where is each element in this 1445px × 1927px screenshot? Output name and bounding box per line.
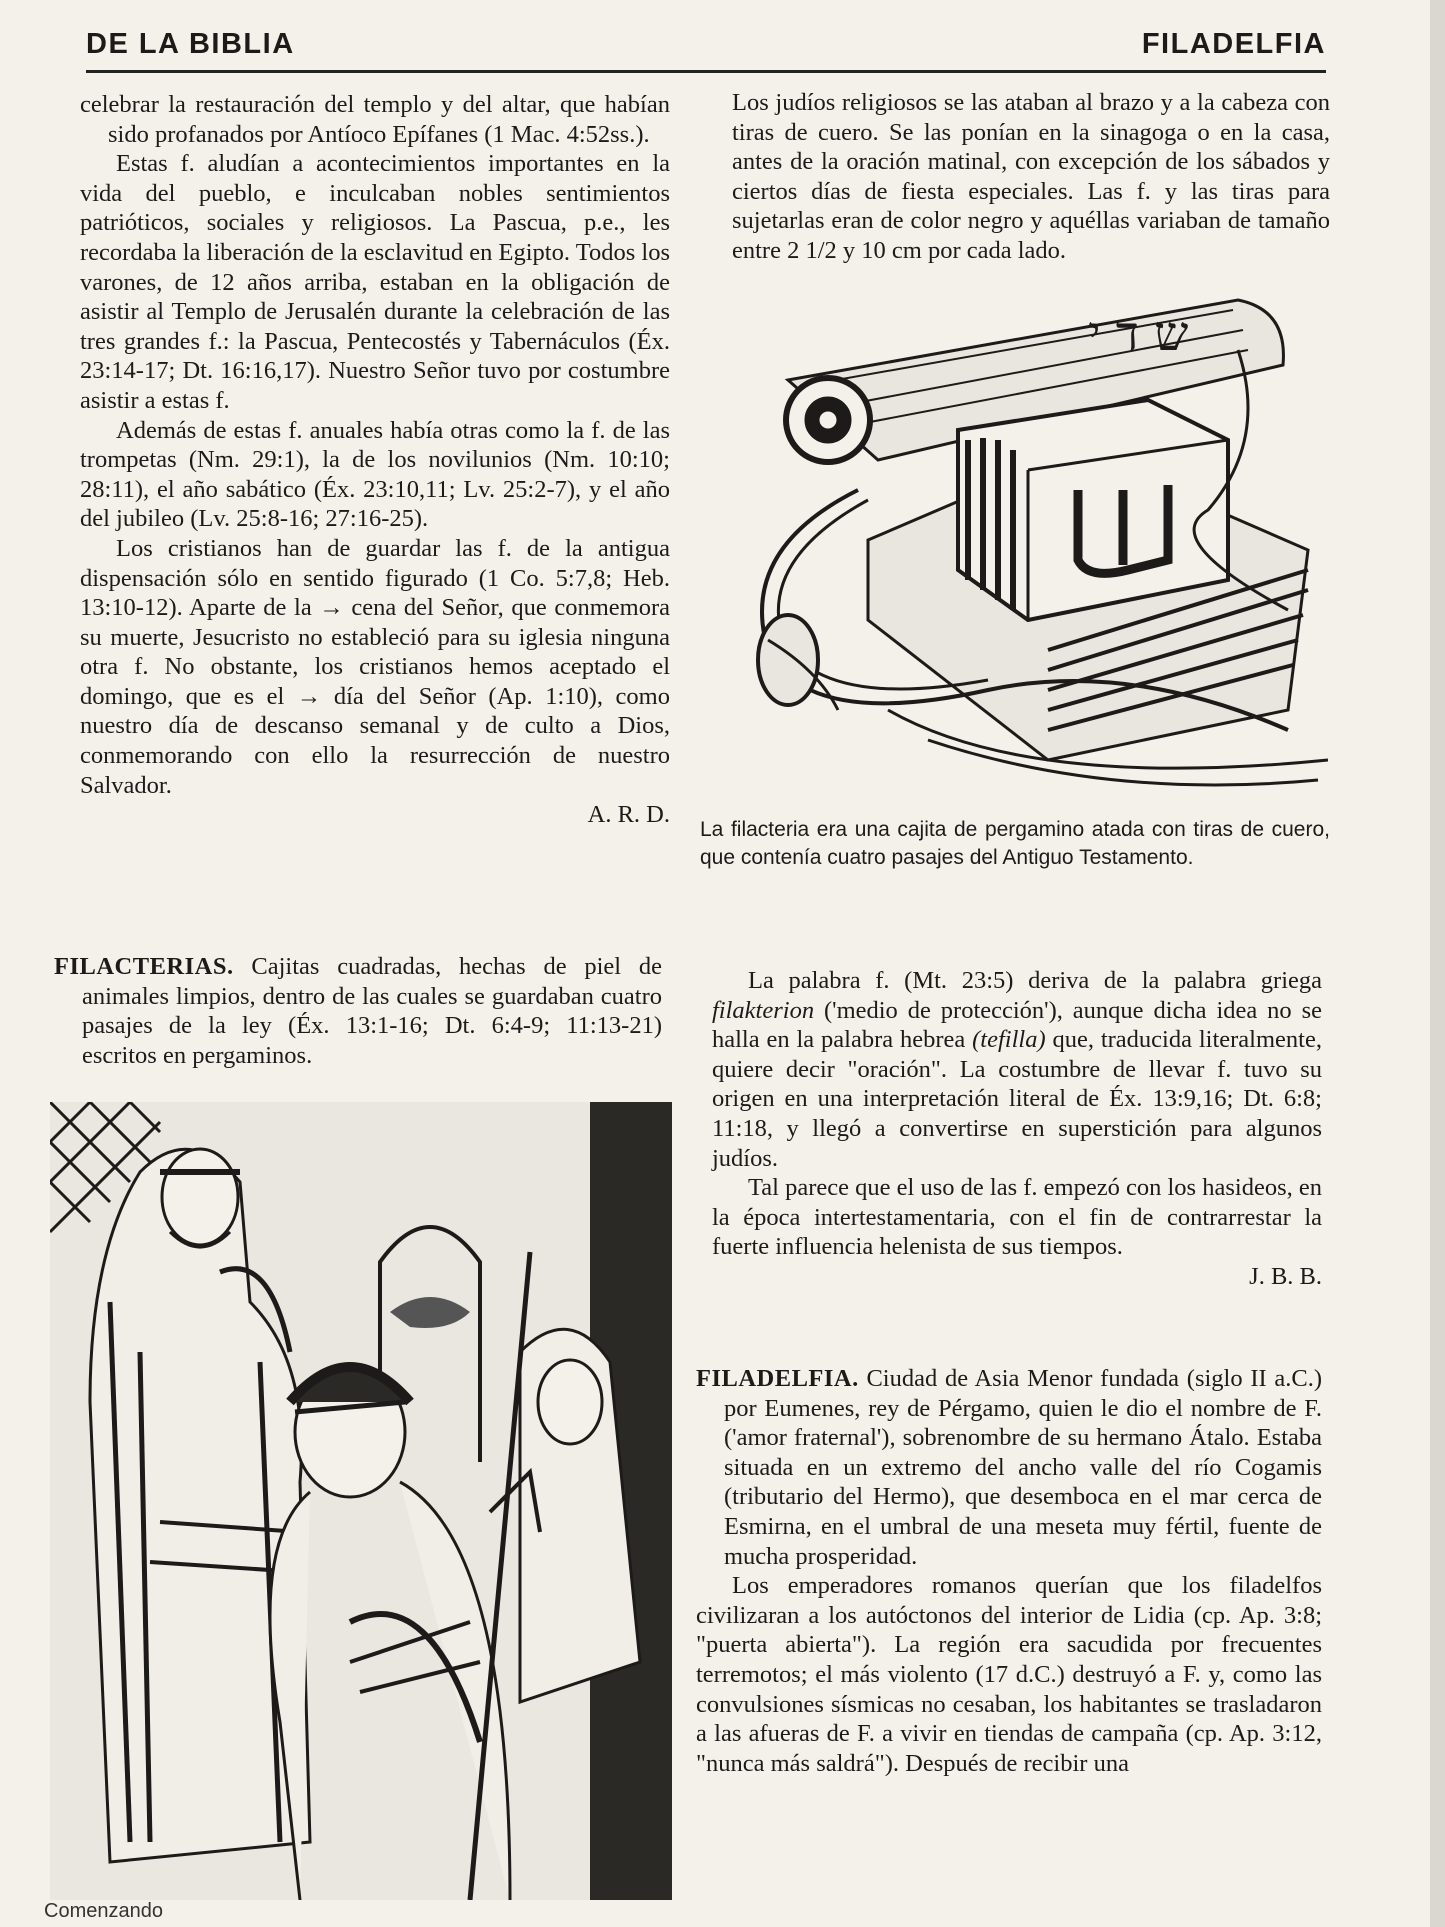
header-right-title: FILADELFIA: [1141, 28, 1326, 60]
right-column-continuation: [712, 966, 1322, 1292]
page-header: [86, 22, 1326, 66]
paragraph: Tal parece que el uso de las f. empezó con los hasideos, en la época intertestamentaria, con el fin de contrarrestar la fuerte influencia helenista de sus tiempos.: [712, 1174, 1322, 1261]
paragraph: Los cristianos han de guardar las f. de la antigua dispensación sólo en sentido figurado (1 Co. 5:7,8; Heb. 13:10-12). Aparte de la → cena del Señor, que conmemora su muerte, Jesucristo no estableció para su iglesia ninguna otra f. No obstante, los cristianos hemos aceptado el domingo, que es el → día del Señor (Ap. 1:10), como nuestro día de descanso semanal y de culto a Dios, conmemorando con ello la resurrección de nuestro Salvador.: [80, 534, 670, 799]
entry-text: Ciudad de Asia Menor fundada (siglo II a.C.) por Eumenes, rey de Pérgamo, quien le dio el nombre de F. ('amor fraternal'), sobrenombre de su hermano Átalo. Estaba situada en un extremo del ancho valle del río Cogamis (tributario del Hermo), que desemboca en el mar cerca de Esmirna, en el umbral de una meseta muy fértil, fuente de mucha prosperidad.: [724, 1365, 1322, 1570]
author-signature: J. B. B.: [1249, 1262, 1322, 1290]
author-signature: A. R. D.: [587, 801, 670, 829]
phylactery-illustration: [728, 290, 1328, 810]
illustration-caption: La filacteria era una cajita de pergamino atada con tiras de cuero, que contenía cuatro pasajes del Antiguo Testamento.: [700, 818, 1330, 869]
entry-text: Cajitas cuadradas, hechas de piel de animales limpios, dentro de las cuales se guardaban cuatro pasajes de la ley (Éx. 13:1-16; Dt. 6:4-9; 11:13-21) escritos en pergaminos.: [82, 953, 662, 1069]
header-rule: [86, 70, 1326, 73]
entry-filadelfia: [696, 1364, 1322, 1778]
paragraph: La palabra f. (Mt. 23:5) deriva de la palabra griega filakterion ('medio de protección'), aunque dicha idea no se halla en la palabra hebrea (tefilla) que, traducida literalmente, quiere decir "oración". La costumbre de llevar f. tuvo su origen en una interpretación literal de Éx. 13:9,16; Dt. 6:8; 11:18, y llegó a convertirse en superstición para algunos judíos.: [712, 967, 1322, 1172]
svg-text:ש ד י: ש ד י: [1088, 306, 1189, 362]
header-left-title: DE LA BIBLIA: [86, 28, 295, 60]
entry-filacterias: [54, 952, 662, 1070]
paragraph: Además de estas f. anuales había otras como la f. de las trompetas (Nm. 29:1), la de los novilunios (Nm. 10:10; 28:11), el año sabático (Éx. 23:10,11; Lv. 25:2-7), y el año del jubileo (Lv. 25:8-16; 27:16-25).: [80, 416, 670, 533]
entry-title: FILADELFIA.: [696, 1365, 859, 1392]
people-praying-illustration: [50, 1102, 672, 1900]
paragraph: Los emperadores romanos querían que los filadelfos civilizaran a los autóctonos del interior de Lidia (cp. Ap. 3:8; "puerta abierta"). La región era sacudida por frecuentes terremotos; el más violento (17 d.C.) destruyó a F. y, como las convulsiones sísmicas no cesaban, los habitantes se trasladaron a las afueras de F. a vivir en tiendas de campaña (cp. Ap. 3:12, "nunca más saldrá"). Después de recibir una: [696, 1572, 1322, 1777]
paragraph: Los judíos religiosos se las ataban al brazo y a la cabeza con tiras de cuero. Se las ponían en la sinagoga o en la casa, antes de la oración matinal, con excepción de los sábados y ciertos días de fiesta especiales. Las f. y las tiras para sujetarlas eran de color negro y aquéllas variaban de tamaño entre 2 1/2 y 10 cm por cada lado.: [732, 89, 1330, 264]
bottom-caption-fragment: Comenzando: [44, 1900, 163, 1922]
right-column-text: [732, 88, 1330, 266]
left-column-text: [80, 90, 670, 830]
entry-title: FILACTERIAS.: [54, 953, 234, 980]
paragraph: Estas f. aludían a acontecimientos importantes en la vida del pueblo, e inculcaban nobles sentimientos patrióticos, sociales y religiosos. La Pascua, p.e., les recordaba la liberación de la esclavitud en Egipto. Todos los varones, de 12 años arriba, estaban en la obligación de asistir al Templo de Jerusalén durante la celebración de las tres grandes f.: la Pascua, Pentecostés y Tabernáculos (Éx. 23:14-17; Dt. 16:16,17). Nuestro Señor tuvo por costumbre asistir a estas f.: [80, 150, 670, 414]
paragraph: celebrar la restauración del templo y del altar, que habían sido profanados por Antíoco Epífanes (1 Mac. 4:52ss.).: [80, 91, 670, 148]
page-edge: [1430, 0, 1445, 1927]
